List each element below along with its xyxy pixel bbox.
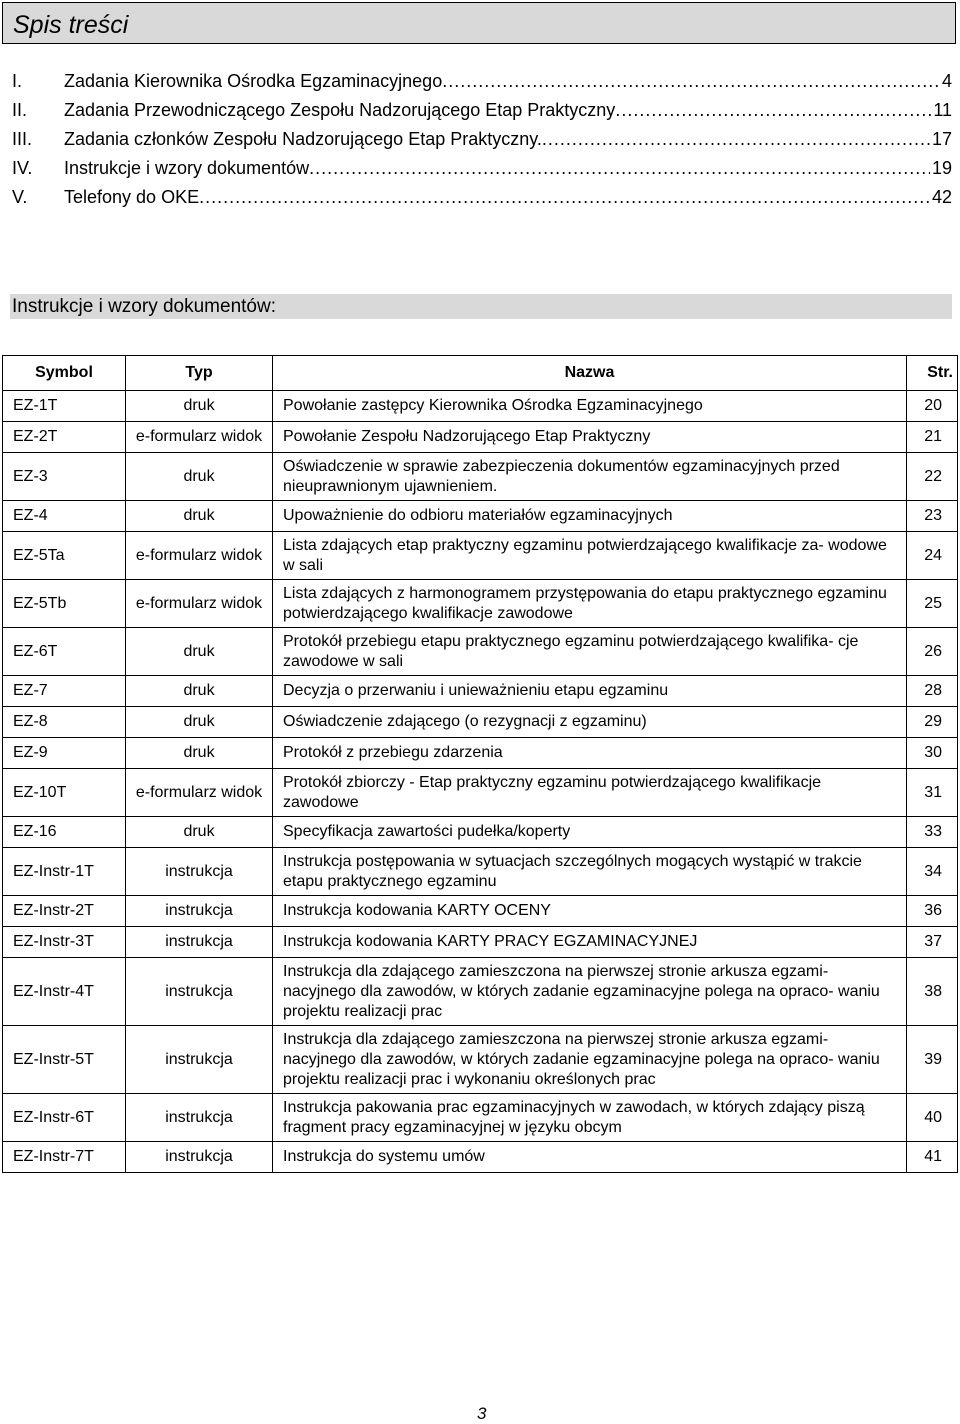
cell-typ: instrukcja <box>126 1142 273 1173</box>
cell-page: 38 <box>907 958 958 1026</box>
cell-typ: druk <box>126 707 273 738</box>
table-row <box>3 896 958 927</box>
cell-nazwa: Protokół z przebiegu zdarzenia <box>273 738 907 769</box>
cell-typ: druk <box>126 391 273 422</box>
table-row <box>3 501 958 532</box>
cell-nazwa: Instrukcja postępowania w sytuacjach szczególnych mogących wystąpić w trakcie etapu praktycznego egzaminu <box>273 848 907 896</box>
cell-typ: instrukcja <box>126 896 273 927</box>
cell-symbol: EZ-10T <box>3 769 126 817</box>
table-row <box>3 532 958 580</box>
toc-entry-number: II. <box>12 100 28 120</box>
cell-page: 31 <box>907 769 958 817</box>
cell-nazwa: Instrukcja kodowania KARTY PRACY EGZAMINACYJNEJ <box>273 927 907 958</box>
cell-nazwa: Lista zdających z harmonogramem przystępowania do etapu praktycznego egzaminu potwierdzającego kwalifikacje zawodowe <box>273 580 907 628</box>
toc-entry-number: I. <box>12 71 23 91</box>
toc-entry-title: Instrukcje i wzory dokumentów <box>64 158 310 178</box>
toc-entry-page: 42 <box>931 187 952 207</box>
cell-page: 21 <box>907 422 958 453</box>
cell-page: 33 <box>907 817 958 848</box>
table-row <box>3 927 958 958</box>
cell-nazwa: Instrukcja dla zdającego zamieszczona na pierwszej stronie arkusza egzami- nacyjnego dla zawodów, w których zadanie egzaminacyjne polega na opraco- waniu projektu realizacji prac <box>273 958 907 1026</box>
cell-typ: instrukcja <box>126 958 273 1026</box>
toc-entry-title: Telefony do OKE <box>64 187 200 207</box>
cell-typ: druk <box>126 453 273 501</box>
section-title: Instrukcje i wzory dokumentów: <box>12 296 276 317</box>
cell-page: 23 <box>907 501 958 532</box>
cell-symbol: EZ-4 <box>3 501 126 532</box>
cell-typ: e-formularz widok <box>126 422 273 453</box>
cell-nazwa: Instrukcja dla zdającego zamieszczona na pierwszej stronie arkusza egzami- nacyjnego dla zawodów, w których zadanie egzaminacyjne polega na opraco- waniu projektu realizacji prac i wykonaniu określonych prac <box>273 1026 907 1094</box>
cell-nazwa: Protokół przebiegu etapu praktycznego egzaminu potwierdzającego kwalifika- cje zawodowe w sali <box>273 628 907 676</box>
table-row <box>3 391 958 422</box>
documents-table <box>2 355 958 1173</box>
cell-page: 34 <box>907 848 958 896</box>
contents-header <box>2 2 956 44</box>
cell-nazwa: Oświadczenie w sprawie zabezpieczenia dokumentów egzaminacyjnych przed nieuprawnionym ujawnieniem. <box>273 453 907 501</box>
toc-entry-title: Zadania Kierownika Ośrodka Egzaminacyjnego <box>64 71 443 91</box>
table-row <box>3 738 958 769</box>
cell-page: 40 <box>907 1094 958 1142</box>
table-row <box>3 707 958 738</box>
cell-nazwa: Oświadczenie zdającego (o rezygnacji z egzaminu) <box>273 707 907 738</box>
toc-entry-page: 19 <box>931 158 952 178</box>
page-title: Spis treści <box>13 11 129 39</box>
table-row <box>3 817 958 848</box>
cell-symbol: EZ-Instr-7T <box>3 1142 126 1173</box>
cell-symbol: EZ-1T <box>3 391 126 422</box>
cell-nazwa: Powołanie Zespołu Nadzorującego Etap Praktyczny <box>273 422 907 453</box>
toc-entry-number: IV. <box>12 158 33 178</box>
table-header-row <box>3 356 958 391</box>
toc-entry[interactable] <box>12 154 952 183</box>
cell-typ: druk <box>126 501 273 532</box>
cell-symbol: EZ-Instr-4T <box>3 958 126 1026</box>
cell-typ: instrukcja <box>126 927 273 958</box>
table-row <box>3 676 958 707</box>
cell-symbol: EZ-Instr-1T <box>3 848 126 896</box>
cell-nazwa: Upoważnienie do odbioru materiałów egzaminacyjnych <box>273 501 907 532</box>
table-row <box>3 422 958 453</box>
table-of-contents <box>12 67 952 212</box>
cell-typ: e-formularz widok <box>126 580 273 628</box>
toc-entry-title: Zadania Przewodniczącego Zespołu Nadzorującego Etap Praktyczny <box>64 100 616 120</box>
cell-typ: instrukcja <box>126 1094 273 1142</box>
cell-symbol: EZ-2T <box>3 422 126 453</box>
column-header-symbol: Symbol <box>3 356 126 391</box>
cell-page: 22 <box>907 453 958 501</box>
table-row <box>3 628 958 676</box>
table-row <box>3 958 958 1026</box>
toc-leader-dots <box>542 125 930 154</box>
cell-page: 30 <box>907 738 958 769</box>
cell-nazwa: Instrukcja kodowania KARTY OCENY <box>273 896 907 927</box>
cell-typ: e-formularz widok <box>126 769 273 817</box>
cell-nazwa: Powołanie zastępcy Kierownika Ośrodka Egzaminacyjnego <box>273 391 907 422</box>
column-header-str: Str. <box>907 356 958 391</box>
column-header-typ: Typ <box>126 356 273 391</box>
table-row <box>3 453 958 501</box>
cell-symbol: EZ-3 <box>3 453 126 501</box>
toc-entry[interactable] <box>12 96 952 125</box>
page-number: 3 <box>477 1404 487 1423</box>
toc-entry-number: V. <box>12 187 28 207</box>
cell-symbol: EZ-8 <box>3 707 126 738</box>
table-row <box>3 580 958 628</box>
toc-entry-title: Zadania członków Zespołu Nadzorującego Etap Praktyczny. <box>64 129 542 149</box>
cell-page: 20 <box>907 391 958 422</box>
toc-entry-page: 11 <box>933 100 952 120</box>
cell-symbol: EZ-Instr-3T <box>3 927 126 958</box>
toc-entry[interactable] <box>12 183 952 212</box>
cell-typ: druk <box>126 817 273 848</box>
section-heading <box>10 294 952 319</box>
table-row <box>3 769 958 817</box>
toc-leader-dots <box>615 96 931 125</box>
cell-symbol: EZ-Instr-6T <box>3 1094 126 1142</box>
cell-symbol: EZ-Instr-5T <box>3 1026 126 1094</box>
cell-symbol: EZ-5Tb <box>3 580 126 628</box>
cell-symbol: EZ-Instr-2T <box>3 896 126 927</box>
cell-nazwa: Lista zdających etap praktyczny egzaminu potwierdzającego kwalifikacje za- wodowe w sali <box>273 532 907 580</box>
cell-typ: instrukcja <box>126 1026 273 1094</box>
cell-page: 36 <box>907 896 958 927</box>
cell-nazwa: Decyzja o przerwaniu i unieważnieniu etapu egzaminu <box>273 676 907 707</box>
cell-page: 28 <box>907 676 958 707</box>
cell-page: 39 <box>907 1026 958 1094</box>
cell-symbol: EZ-9 <box>3 738 126 769</box>
cell-symbol: EZ-5Ta <box>3 532 126 580</box>
toc-entry-page: 4 <box>941 71 952 91</box>
cell-typ: druk <box>126 628 273 676</box>
cell-page: 24 <box>907 532 958 580</box>
column-header-nazwa: Nazwa <box>273 356 907 391</box>
toc-leader-dots <box>309 154 930 183</box>
cell-page: 26 <box>907 628 958 676</box>
toc-entry[interactable] <box>12 125 952 154</box>
cell-typ: druk <box>126 738 273 769</box>
cell-page: 41 <box>907 1142 958 1173</box>
cell-typ: instrukcja <box>126 848 273 896</box>
cell-symbol: EZ-16 <box>3 817 126 848</box>
toc-entry-number: III. <box>12 129 33 149</box>
cell-page: 25 <box>907 580 958 628</box>
cell-nazwa: Protokół zbiorczy - Etap praktyczny egzaminu potwierdzającego kwalifikacje zawodowe <box>273 769 907 817</box>
toc-entry-page: 17 <box>931 129 952 149</box>
toc-leader-dots <box>442 67 940 96</box>
cell-nazwa: Instrukcja do systemu umów <box>273 1142 907 1173</box>
toc-leader-dots <box>199 183 930 212</box>
cell-nazwa: Specyfikacja zawartości pudełka/koperty <box>273 817 907 848</box>
cell-typ: e-formularz widok <box>126 532 273 580</box>
cell-nazwa: Instrukcja pakowania prac egzaminacyjnych w zawodach, w których zdający piszą fragment pracy egzaminacyjnej w języku obcym <box>273 1094 907 1142</box>
cell-symbol: EZ-6T <box>3 628 126 676</box>
cell-symbol: EZ-7 <box>3 676 126 707</box>
toc-entry[interactable] <box>12 67 952 96</box>
cell-page: 29 <box>907 707 958 738</box>
cell-typ: druk <box>126 676 273 707</box>
cell-page: 37 <box>907 927 958 958</box>
table-row <box>3 848 958 896</box>
table-row <box>3 1142 958 1173</box>
table-row <box>3 1026 958 1094</box>
table-row <box>3 1094 958 1142</box>
